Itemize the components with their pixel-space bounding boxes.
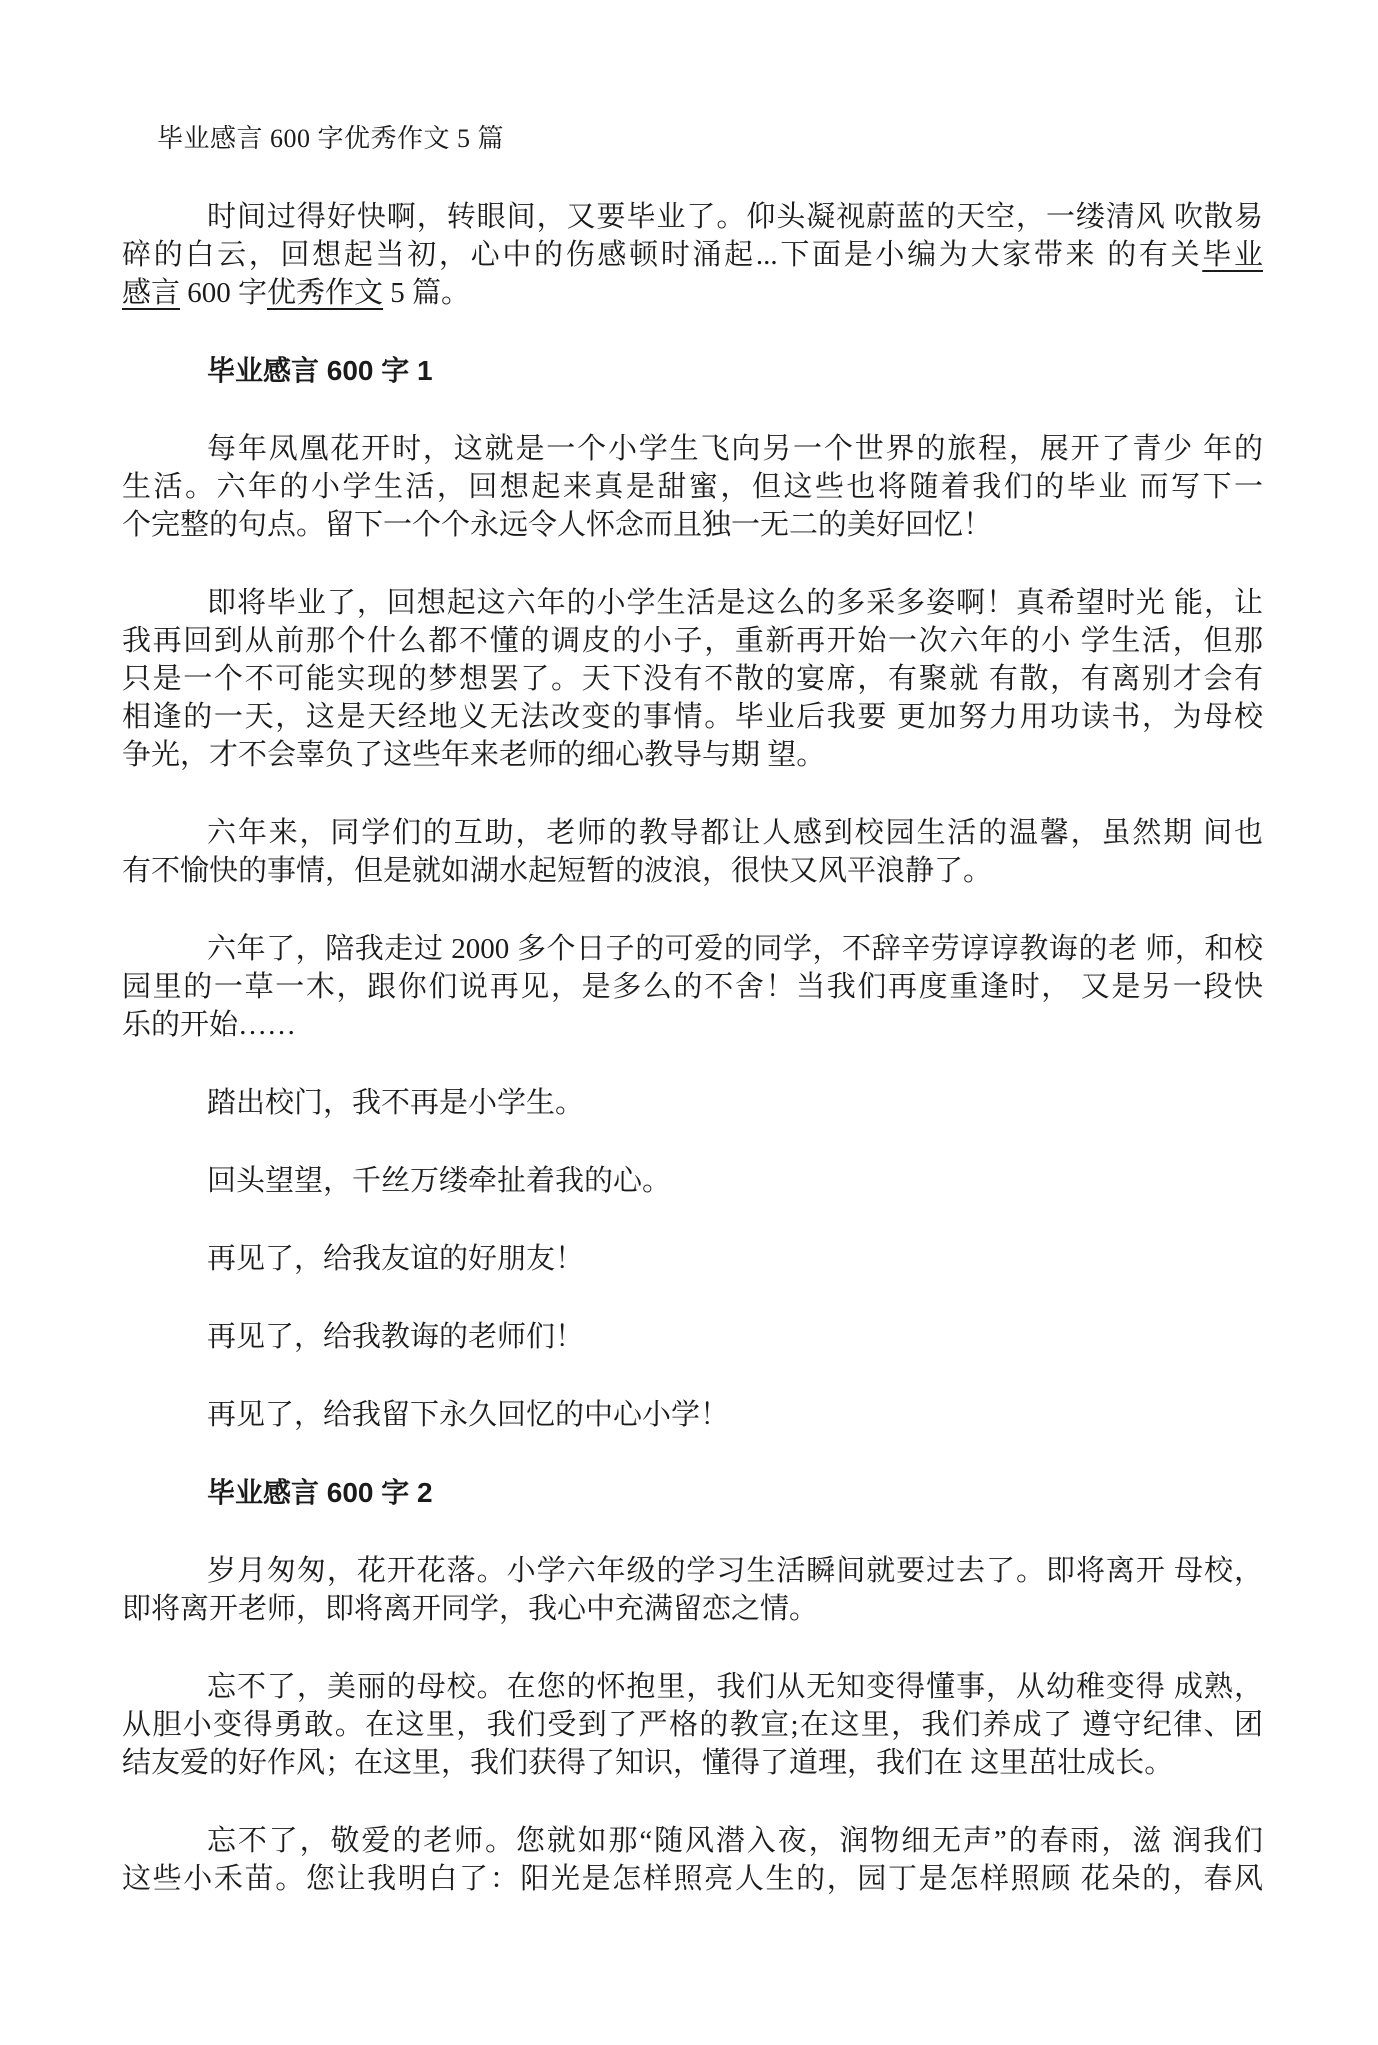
paragraph <box>122 430 1263 544</box>
paragraph-line: 每年凤凰花开时，这就是一个小学生飞向另一个世界的旅程，展开了青少 年的 <box>207 433 1263 465</box>
paragraph-line: 只是一个不可能实现的梦想罢了。天下没有不散的宴席，有聚就 有散，有离别才会有 <box>122 663 1263 695</box>
paragraph <box>122 1396 1263 1434</box>
paragraph <box>122 1552 1263 1628</box>
paragraph-line: 忘不了，美丽的母校。在您的怀抱里，我们从无知变得懂事，从幼稚变得 成熟， <box>207 1671 1263 1703</box>
document-title: 毕业感言 600 字优秀作文 5 篇 <box>157 124 505 153</box>
paragraph <box>122 1240 1263 1278</box>
section-heading: 毕业感言 600 字 1 <box>207 355 433 386</box>
paragraph-line: 乐的开始…… <box>122 1009 297 1041</box>
paragraph-line: 碎的白云，回想起当初，心中的伤感顿时涌起...下面是小编为大家带来 的有关毕业 <box>122 239 1263 271</box>
paragraph-line: 园里的一草一木，跟你们说再见，是多么的不舍！当我们再度重逢时， 又是另一段快 <box>122 971 1263 1003</box>
paragraph-line: 踏出校门，我不再是小学生。 <box>207 1087 585 1119</box>
paragraph-line: 即将离开老师，即将离开同学，我心中充满留恋之情。 <box>122 1593 819 1625</box>
paragraph-line: 从胆小变得勇敢。在这里，我们受到了严格的教宣;在这里，我们养成了 遵守纪律、团 <box>122 1709 1263 1741</box>
paragraph-line: 岁月匆匆，花开花落。小学六年级的学习生活瞬间就要过去了。即将离开 母校， <box>207 1555 1263 1587</box>
paragraph-line: 再见了，给我留下永久回忆的中心小学！ <box>207 1399 730 1431</box>
paragraph-line: 再见了，给我教诲的老师们！ <box>207 1321 585 1353</box>
paragraph <box>122 584 1263 774</box>
paragraph-line: 这些小禾苗。您让我明白了：阳光是怎样照亮人生的，园丁是怎样照顾 花朵的，春风 <box>122 1863 1263 1895</box>
paragraph-line: 六年来，同学们的互助，老师的教导都让人感到校园生活的温馨，虽然期 间也 <box>207 817 1263 849</box>
paragraph-line: 六年了，陪我走过 2000 多个日子的可爱的同学，不辞辛劳谆谆教诲的老 师，和校 <box>207 933 1263 965</box>
paragraph <box>122 198 1263 312</box>
paragraph-line: 忘不了，敬爱的老师。您就如那“随风潜入夜，润物细无声”的春雨，滋 润我们 <box>207 1825 1263 1857</box>
underlined-text: 毕业 <box>1202 239 1263 271</box>
paragraph <box>122 1318 1263 1356</box>
paragraph <box>122 1084 1263 1122</box>
paragraph-line: 争光，才不会辜负了这些年来老师的细心教导与期 望。 <box>122 739 826 771</box>
paragraph-line: 我再回到从前那个什么都不懂的调皮的小子，重新再开始一次六年的小 学生活，但那 <box>122 625 1263 657</box>
underlined-text: 优秀作文 <box>267 277 384 309</box>
paragraph <box>122 1668 1263 1782</box>
paragraph <box>122 1162 1263 1200</box>
paragraph-line: 生活。六年的小学生活，回想起来真是甜蜜，但这些也将随着我们的毕业 而写下一 <box>122 471 1263 503</box>
paragraph-line: 时间过得好快啊，转眼间，又要毕业了。仰头凝视蔚蓝的天空，一缕清风 吹散易 <box>207 201 1263 233</box>
paragraph-line: 再见了，给我友谊的好朋友！ <box>207 1243 585 1275</box>
paragraph-line: 相逢的一天，这是天经地义无法改变的事情。毕业后我要 更加努力用功读书，为母校 <box>122 701 1263 733</box>
underlined-text: 感言 <box>122 277 181 309</box>
paragraph-line: 回头望望，千丝万缕牵扯着我的心。 <box>207 1165 672 1197</box>
paragraph <box>122 930 1263 1044</box>
paragraph <box>122 814 1263 890</box>
section-heading: 毕业感言 600 字 2 <box>207 1477 433 1508</box>
document-body <box>122 198 1263 1898</box>
paragraph-line: 有不愉快的事情，但是就如湖水起短暂的波浪，很快又风平浪静了。 <box>122 855 993 887</box>
paragraph-line: 个完整的句点。留下一个个永远令人怀念而且独一无二的美好回忆！ <box>122 509 993 541</box>
paragraph-line: 结友爱的好作风；在这里，我们获得了知识，懂得了道理，我们在 这里茁壮成长。 <box>122 1747 1174 1779</box>
paragraph-line: 即将毕业了，回想起这六年的小学生活是这么的多采多姿啊！真希望时光 能，让 <box>207 587 1263 619</box>
paragraph-line: 感言 600 字优秀作文 5 篇。 <box>122 277 471 309</box>
paragraph <box>122 1822 1263 1898</box>
